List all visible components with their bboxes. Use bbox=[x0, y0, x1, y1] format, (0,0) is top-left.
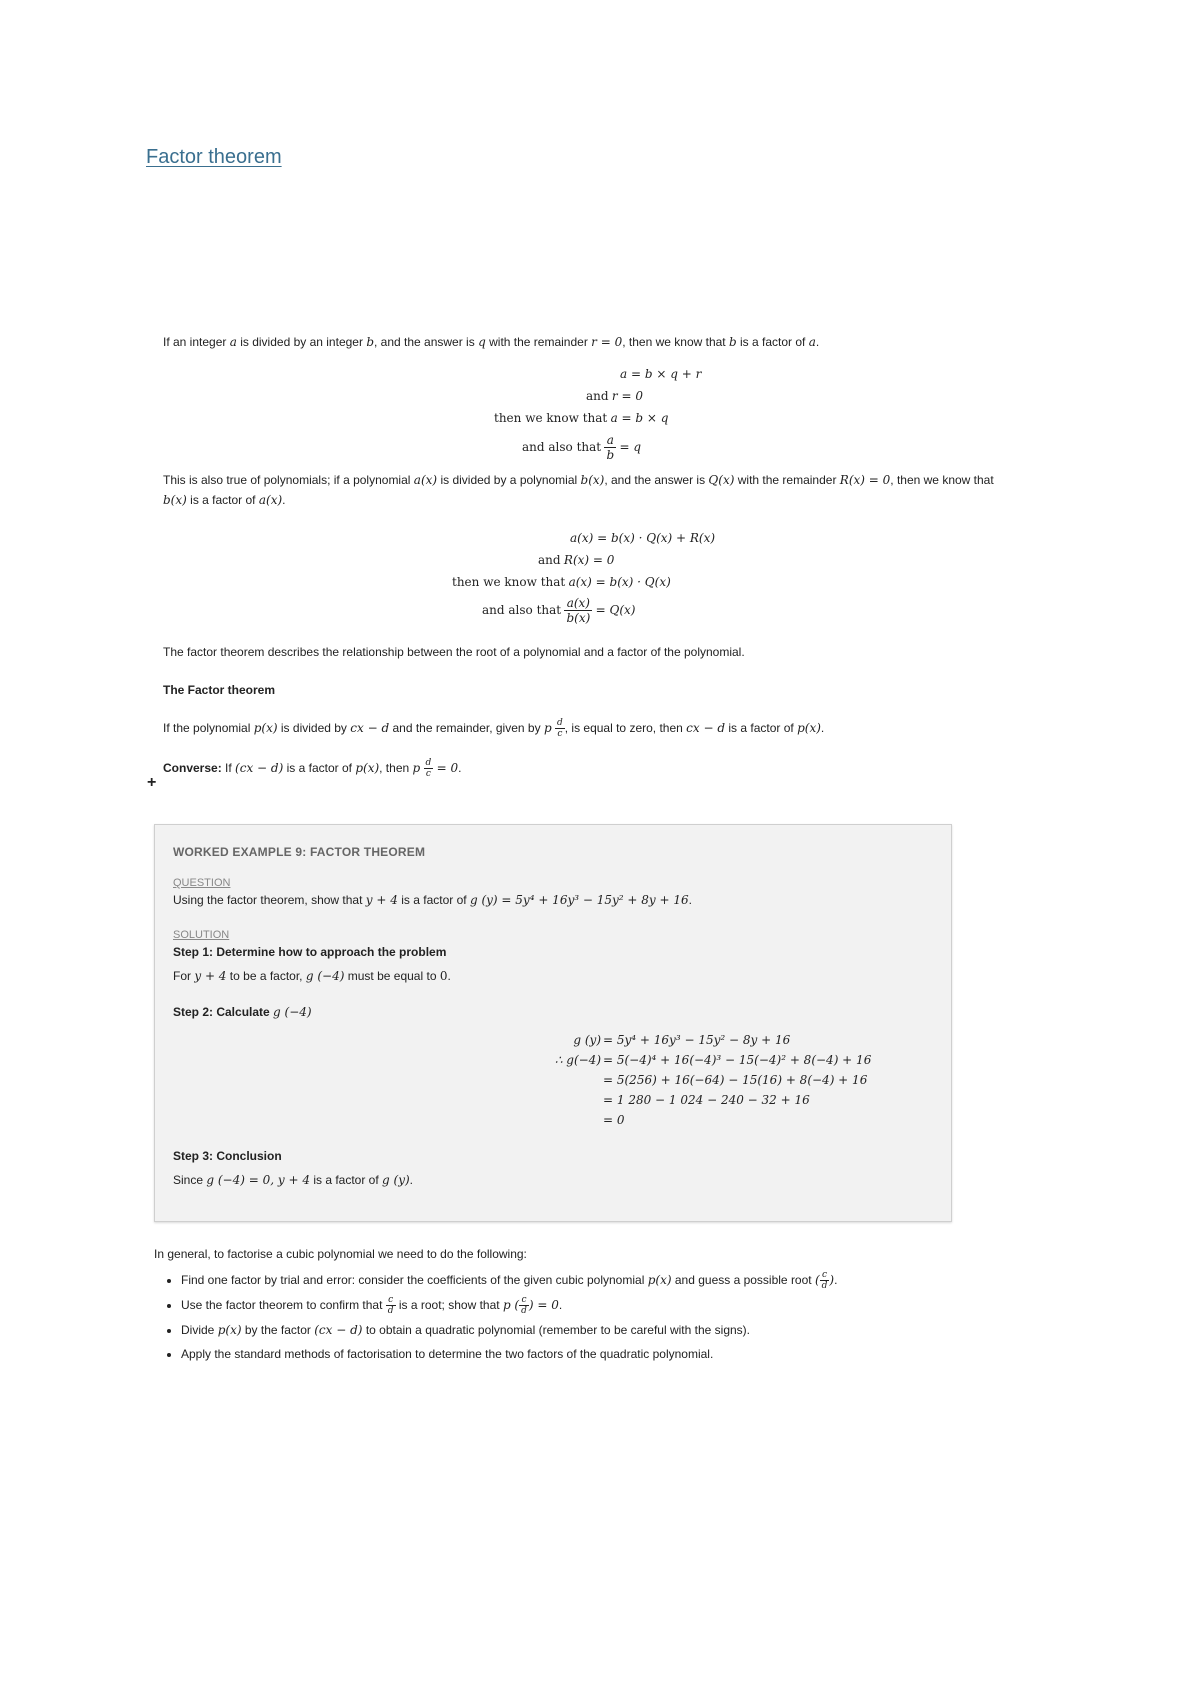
integer-paragraph: If an integer a is divided by an integer b, and the answer is q with the remainder r = 0, then we know that b is a factor of a. bbox=[163, 335, 820, 349]
calc-lhs: g (y) bbox=[573, 1033, 601, 1047]
solution-label: SOLUTION bbox=[173, 929, 230, 941]
add-block-icon[interactable]: + bbox=[147, 774, 157, 791]
example-title: WORKED EXAMPLE 9: FACTOR THEOREM bbox=[173, 845, 426, 859]
calc-lhs: ∴ g(−4) bbox=[554, 1053, 601, 1067]
worked-example-box bbox=[154, 824, 952, 1222]
calc-rhs: = 1 280 − 1 024 − 240 − 32 + 16 bbox=[603, 1093, 810, 1107]
page-title[interactable]: Factor theorem bbox=[146, 146, 282, 168]
question-text: Using the factor theorem, show that y + 4 is a factor of g (y) = 5y⁴ + 16y³ − 15y² + 8y + 16. bbox=[173, 893, 692, 907]
question-label: QUESTION bbox=[173, 877, 231, 889]
theorem-statement: If the polynomial p(x) is divided by cx − d and the remainder, given by p $\frac{d}{c}$ , is equal to zero, then cx − d is a factor of p(x). bbox=[163, 718, 825, 740]
calc-rhs: = 5(−4)⁴ + 16(−4)³ − 15(−4)² + 8(−4) + 16 bbox=[603, 1053, 872, 1067]
list-item: • Use the factor theorem to confirm that $\frac{c}{d}$ is a root; show that p ( $\frac{c}{d}$ ) = 0. bbox=[181, 1295, 1061, 1316]
general-text: In general, to factorise a cubic polynomial we need to do the following: bbox=[154, 1247, 527, 1261]
step-1-text: For y + 4 to be a factor, g (−4) must be equal to 0. bbox=[173, 969, 451, 983]
list-item: • Divide p(x) by the factor (cx − d) to obtain a quadratic polynomial (remember to be careful with the signs). bbox=[181, 1320, 1061, 1340]
equation: then we know that a = b × q bbox=[494, 411, 669, 425]
list-item: • Apply the standard methods of factorisation to determine the two factors of the quadratic polynomial. bbox=[181, 1344, 1061, 1364]
list-item: • Find one factor by trial and error: consider the coefficients of the given cubic polynomial p(x) and guess a possible root ( $\frac{c}{d}$ ). bbox=[181, 1270, 1061, 1291]
equation: a(x) = b(x) · Q(x) + R(x) bbox=[570, 531, 716, 545]
equation: and r = 0 bbox=[586, 389, 643, 403]
steps-list bbox=[163, 1270, 1061, 1368]
polynomial-paragraph: This is also true of polynomials; if a polynomial a(x) is divided by a polynomial b(x), and the answer is Q(x) with the remainder R(x) = 0, then we know that b(x) is a factor of a(x). bbox=[163, 473, 994, 507]
equation: and also that $\frac{a(x)}{b(x)}$ = Q(x) bbox=[482, 596, 636, 626]
theorem-heading: The Factor theorem bbox=[163, 683, 276, 697]
equation: and R(x) = 0 bbox=[538, 553, 615, 567]
calc-rhs: = 5y⁴ + 16y³ − 15y² − 8y + 16 bbox=[603, 1033, 791, 1047]
relationship-text: The factor theorem describes the relationship between the root of a polynomial and a factor of the polynomial. bbox=[163, 645, 745, 659]
converse-statement: Converse: If (cx − d) is a factor of p(x), then p $\frac{d}{c}$ = 0. bbox=[163, 758, 462, 780]
equation: a = b × q + r bbox=[620, 367, 702, 381]
conclusion-text: Since g (−4) = 0, y + 4 is a factor of g (y). bbox=[173, 1173, 414, 1187]
equation: and also that $\frac{a}{b}$ = q bbox=[522, 433, 642, 463]
calc-rhs: = 5(256) + 16(−64) − 15(16) + 8(−4) + 16 bbox=[603, 1073, 868, 1087]
step-1-heading: Step 1: Determine how to approach the problem bbox=[173, 945, 447, 959]
step-2-heading: Step 2: Calculate g (−4) bbox=[173, 1005, 312, 1019]
equation: then we know that a(x) = b(x) · Q(x) bbox=[452, 575, 671, 589]
calc-rhs: = 0 bbox=[603, 1113, 625, 1127]
step-3-heading: Step 3: Conclusion bbox=[173, 1149, 282, 1163]
